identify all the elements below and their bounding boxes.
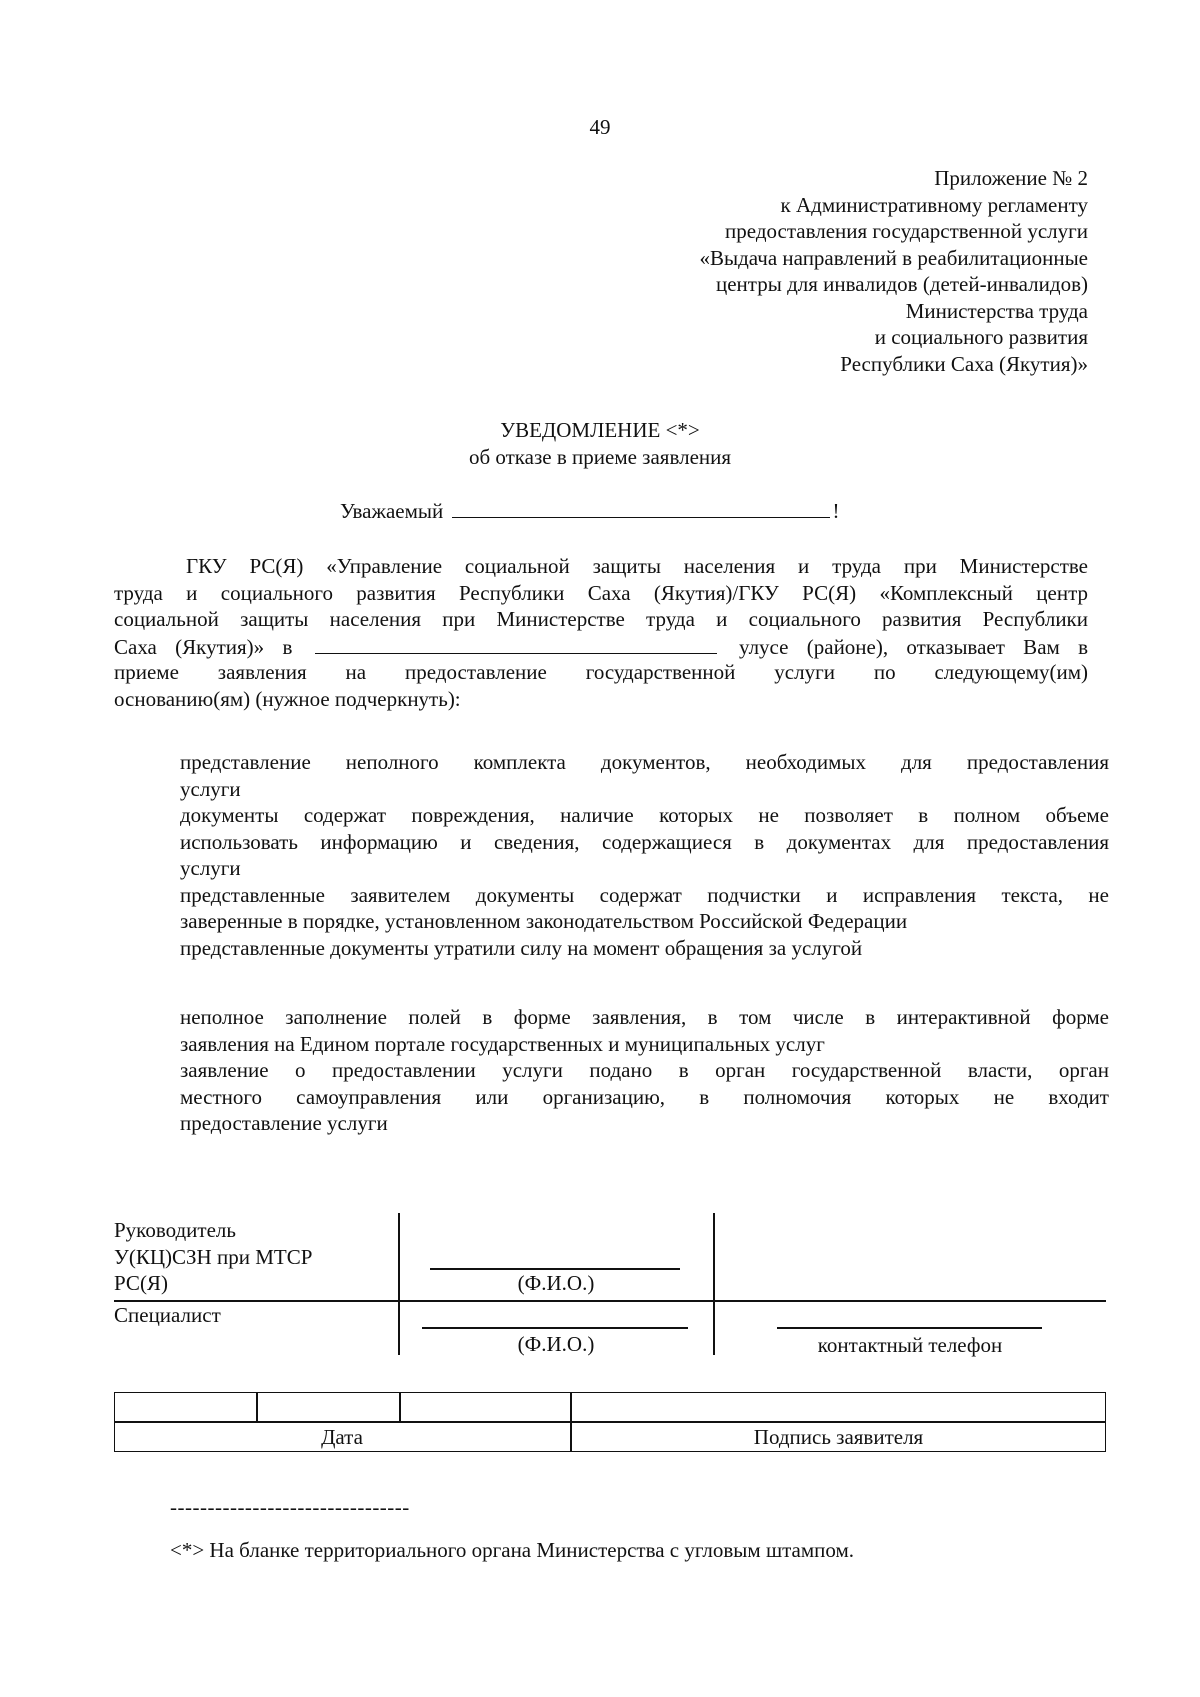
reason-item[interactable] <box>180 749 1109 802</box>
reason-line: заявление о предоставлении услуги подано в орган государственной власти, орган <box>180 1058 1109 1082</box>
table-divider <box>114 1421 1106 1423</box>
reason-line: предоставление услуги <box>180 1111 388 1135</box>
reason-line: заявления на Едином портале государственных и муниципальных услуг <box>180 1031 825 1056</box>
greeting <box>340 497 840 525</box>
reasons-list-1 <box>180 749 1109 961</box>
reason-item[interactable] <box>180 1004 1109 1057</box>
signature-table-divider <box>713 1213 715 1355</box>
reason-line: услуги <box>180 856 241 880</box>
signer-line: РС(Я) <box>114 1271 168 1295</box>
reason-line: представленные заявителем документы содержат подчистки и исправления текста, не <box>180 882 1109 907</box>
reason-item[interactable] <box>180 935 1109 962</box>
document-title-block <box>0 417 1200 470</box>
phone-blank-line[interactable] <box>777 1327 1042 1329</box>
appendix-line: предоставления государственной услуги <box>725 219 1088 243</box>
page-number: 49 <box>589 115 611 139</box>
phone-caption: контактный телефон <box>817 1333 1003 1357</box>
ulus-blank-field[interactable] <box>315 633 717 654</box>
signer-line: У(КЦ)СЗН при МТСР <box>114 1244 313 1269</box>
reason-line: местного самоуправления или организацию, в полномочия которых не входит <box>180 1084 1109 1109</box>
head-fio-caption: (Ф.И.О.) <box>517 1271 595 1295</box>
paragraph-line: основанию(ям) (нужное подчеркнуть): <box>114 686 461 711</box>
reason-item[interactable] <box>180 882 1109 935</box>
main-paragraph <box>114 553 1088 712</box>
date-month-cell[interactable] <box>257 1393 399 1421</box>
reason-line: представление неполного комплекта документов, необходимых для предоставления <box>180 750 1109 774</box>
appendix-line: Приложение № 2 <box>934 166 1088 190</box>
paragraph-line <box>114 633 1088 660</box>
footnote: <*> На бланке территориального органа Министерства с угловым штампом. <box>170 1538 855 1562</box>
appendix-line: центры для инвалидов (детей-инвалидов) <box>715 272 1088 296</box>
date-label: Дата <box>321 1425 363 1449</box>
applicant-signature-cell[interactable] <box>571 1393 1106 1421</box>
reason-line: представленные документы утратили силу на момент обращения за услугой <box>180 935 863 960</box>
reason-item[interactable] <box>180 802 1109 882</box>
paragraph-line: социальной защиты населения при Министерстве труда и социального развития Республики <box>114 607 1088 631</box>
appendix-line: «Выдача направлений в реабилитационные <box>699 245 1088 270</box>
specialist-fio-caption: (Ф.И.О.) <box>517 1332 595 1356</box>
addressee-blank-field[interactable] <box>452 497 830 518</box>
appendix-line: к Административному регламенту <box>780 192 1088 217</box>
footnote-separator: -------------------------------- <box>170 1495 410 1519</box>
appendix-line: и социального развития <box>874 325 1088 349</box>
applicant-signature-label: Подпись заявителя <box>753 1425 924 1449</box>
signer-line: Руководитель <box>114 1218 236 1242</box>
specialist-label: Специалист <box>114 1303 221 1327</box>
document-title: УВЕДОМЛЕНИЕ <*> <box>500 418 700 442</box>
appendix-line: Министерства труда <box>905 298 1088 323</box>
reasons-list-2 <box>180 1004 1109 1137</box>
head-signer-label <box>114 1217 374 1297</box>
appendix-header <box>568 165 1088 377</box>
date-day-cell[interactable] <box>114 1393 256 1421</box>
reason-line: использовать информацию и сведения, содержащиеся в документах для предоставления <box>180 829 1109 854</box>
paragraph-text: улусе (районе), отказывает Вам в <box>739 634 1089 659</box>
reason-line: заверенные в порядке, установленном законодательством Российской Федерации <box>180 909 908 933</box>
appendix-line: Республики Саха (Якутия)» <box>840 351 1088 376</box>
reason-item[interactable] <box>180 1057 1109 1137</box>
specialist-fio-blank-line[interactable] <box>422 1327 688 1329</box>
paragraph-line: приеме заявления на предоставление государственной услуги по следующему(им) <box>114 660 1088 684</box>
paragraph-line: труда и социального развития Республики Саха (Якутия)/ГКУ РС(Я) «Комплексный центр <box>114 580 1088 605</box>
greeting-word: Уважаемый <box>340 499 444 523</box>
signature-table-divider <box>114 1300 1106 1302</box>
reason-line: документы содержат повреждения, наличие которых не позволяет в полном объеме <box>180 803 1109 827</box>
document-subtitle: об отказе в приеме заявления <box>468 444 732 469</box>
reason-line: неполное заполнение полей в форме заявления, в том числе в интерактивной форме <box>180 1005 1109 1029</box>
paragraph-line: ГКУ РС(Я) «Управление социальной защиты населения и труда при Министерстве <box>186 554 1088 578</box>
reason-line: услуги <box>180 776 241 801</box>
date-year-cell[interactable] <box>400 1393 570 1421</box>
signature-table-divider <box>398 1213 400 1355</box>
paragraph-text: Саха (Якутия)» в <box>114 634 293 659</box>
greeting-exclamation: ! <box>832 499 840 523</box>
